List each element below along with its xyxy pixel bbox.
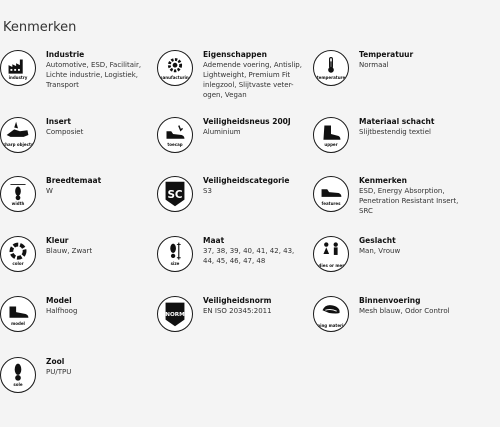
gear-icon bbox=[157, 50, 193, 86]
feature-value: PU/TPU bbox=[46, 368, 72, 376]
lining-material-icon bbox=[313, 296, 349, 332]
icon-caption: size bbox=[170, 261, 180, 266]
feature-title: Model bbox=[46, 296, 72, 305]
feature-title: Zool bbox=[46, 357, 65, 366]
feature-title: Industrie bbox=[46, 50, 85, 59]
sole-icon bbox=[0, 357, 36, 393]
icon-caption: width bbox=[11, 201, 25, 206]
feature-value: Man, Vrouw bbox=[359, 247, 401, 255]
thermometer-icon bbox=[313, 50, 349, 86]
icon-caption: toecap bbox=[167, 142, 183, 147]
color-icon bbox=[0, 236, 36, 272]
feature-value: Blauw, Zwart bbox=[46, 247, 93, 255]
feature-title: Veiligheidsneus 200J bbox=[203, 117, 291, 126]
icon-caption: sole bbox=[13, 382, 23, 387]
feature-value: ESD, Energy Absorption, Penetration Resistant Insert, SRC bbox=[359, 187, 459, 215]
features-shoe-icon bbox=[313, 176, 349, 212]
icon-caption: features bbox=[321, 201, 341, 206]
feature-value: S3 bbox=[203, 187, 212, 195]
toecap-icon bbox=[157, 117, 193, 153]
norm-icon bbox=[157, 296, 193, 332]
feature-value: Normaal bbox=[359, 61, 389, 69]
icon-caption: ladies or mens bbox=[314, 263, 348, 268]
icon-caption: industry bbox=[8, 75, 28, 80]
feature-value: Halfhoog bbox=[46, 307, 78, 315]
feature-title: Veiligheidsnorm bbox=[203, 296, 272, 305]
icon-caption: color bbox=[12, 261, 24, 266]
icon-caption: temperature bbox=[316, 75, 346, 80]
feature-value: 37, 38, 39, 40, 41, 42, 43, 44, 45, 46, 47, 48 bbox=[203, 247, 295, 265]
feature-title: Kleur bbox=[46, 236, 69, 245]
feature-title: Eigenschappen bbox=[203, 50, 267, 59]
section-heading: Kenmerken bbox=[3, 20, 77, 35]
ladies-mens-icon bbox=[313, 236, 349, 272]
width-icon bbox=[0, 176, 36, 212]
icon-caption: model bbox=[11, 321, 25, 326]
feature-title: Breedtemaat bbox=[46, 176, 102, 185]
feature-value: W bbox=[46, 187, 53, 195]
sharp-objects-icon bbox=[0, 117, 36, 153]
feature-title: Materiaal schacht bbox=[359, 117, 435, 126]
norm-badge-text: NORM bbox=[165, 311, 185, 318]
size-icon bbox=[157, 236, 193, 272]
feature-title: Kenmerken bbox=[359, 176, 407, 185]
feature-value: Ademende voering, Antislip, Lightweight, Premium Fit inlegzool, Slijtvaste veter- ogen, Vegan bbox=[203, 61, 302, 99]
icon-caption: lining material bbox=[314, 323, 348, 328]
feature-value: Mesh blauw, Odor Control bbox=[359, 307, 450, 315]
feature-title: Insert bbox=[46, 117, 71, 126]
feature-value: Composiet bbox=[46, 128, 84, 136]
upper-boot-icon bbox=[313, 117, 349, 153]
feature-title: Binnenvoering bbox=[359, 296, 421, 305]
feature-value: EN ISO 20345:2011 bbox=[203, 307, 272, 315]
factory-icon bbox=[0, 50, 36, 86]
icon-caption: manufacturing bbox=[158, 75, 192, 80]
feature-value: Automotive, ESD, Facilitair, Lichte industrie, Logistiek, Transport bbox=[46, 61, 142, 89]
feature-title: Maat bbox=[203, 236, 225, 245]
feature-title: Temperatuur bbox=[359, 50, 414, 59]
feature-value: Slijtbestendig textiel bbox=[359, 128, 431, 136]
sc-badge-text: SC bbox=[167, 188, 183, 201]
feature-title: Geslacht bbox=[359, 236, 396, 245]
feature-title: Veiligheidscategorie bbox=[203, 176, 290, 185]
safety-category-icon bbox=[157, 176, 193, 212]
icon-caption: upper bbox=[324, 142, 338, 147]
feature-value: Aluminium bbox=[203, 128, 241, 136]
model-boot-icon bbox=[0, 296, 36, 332]
icon-caption: sharp objects bbox=[2, 142, 34, 147]
